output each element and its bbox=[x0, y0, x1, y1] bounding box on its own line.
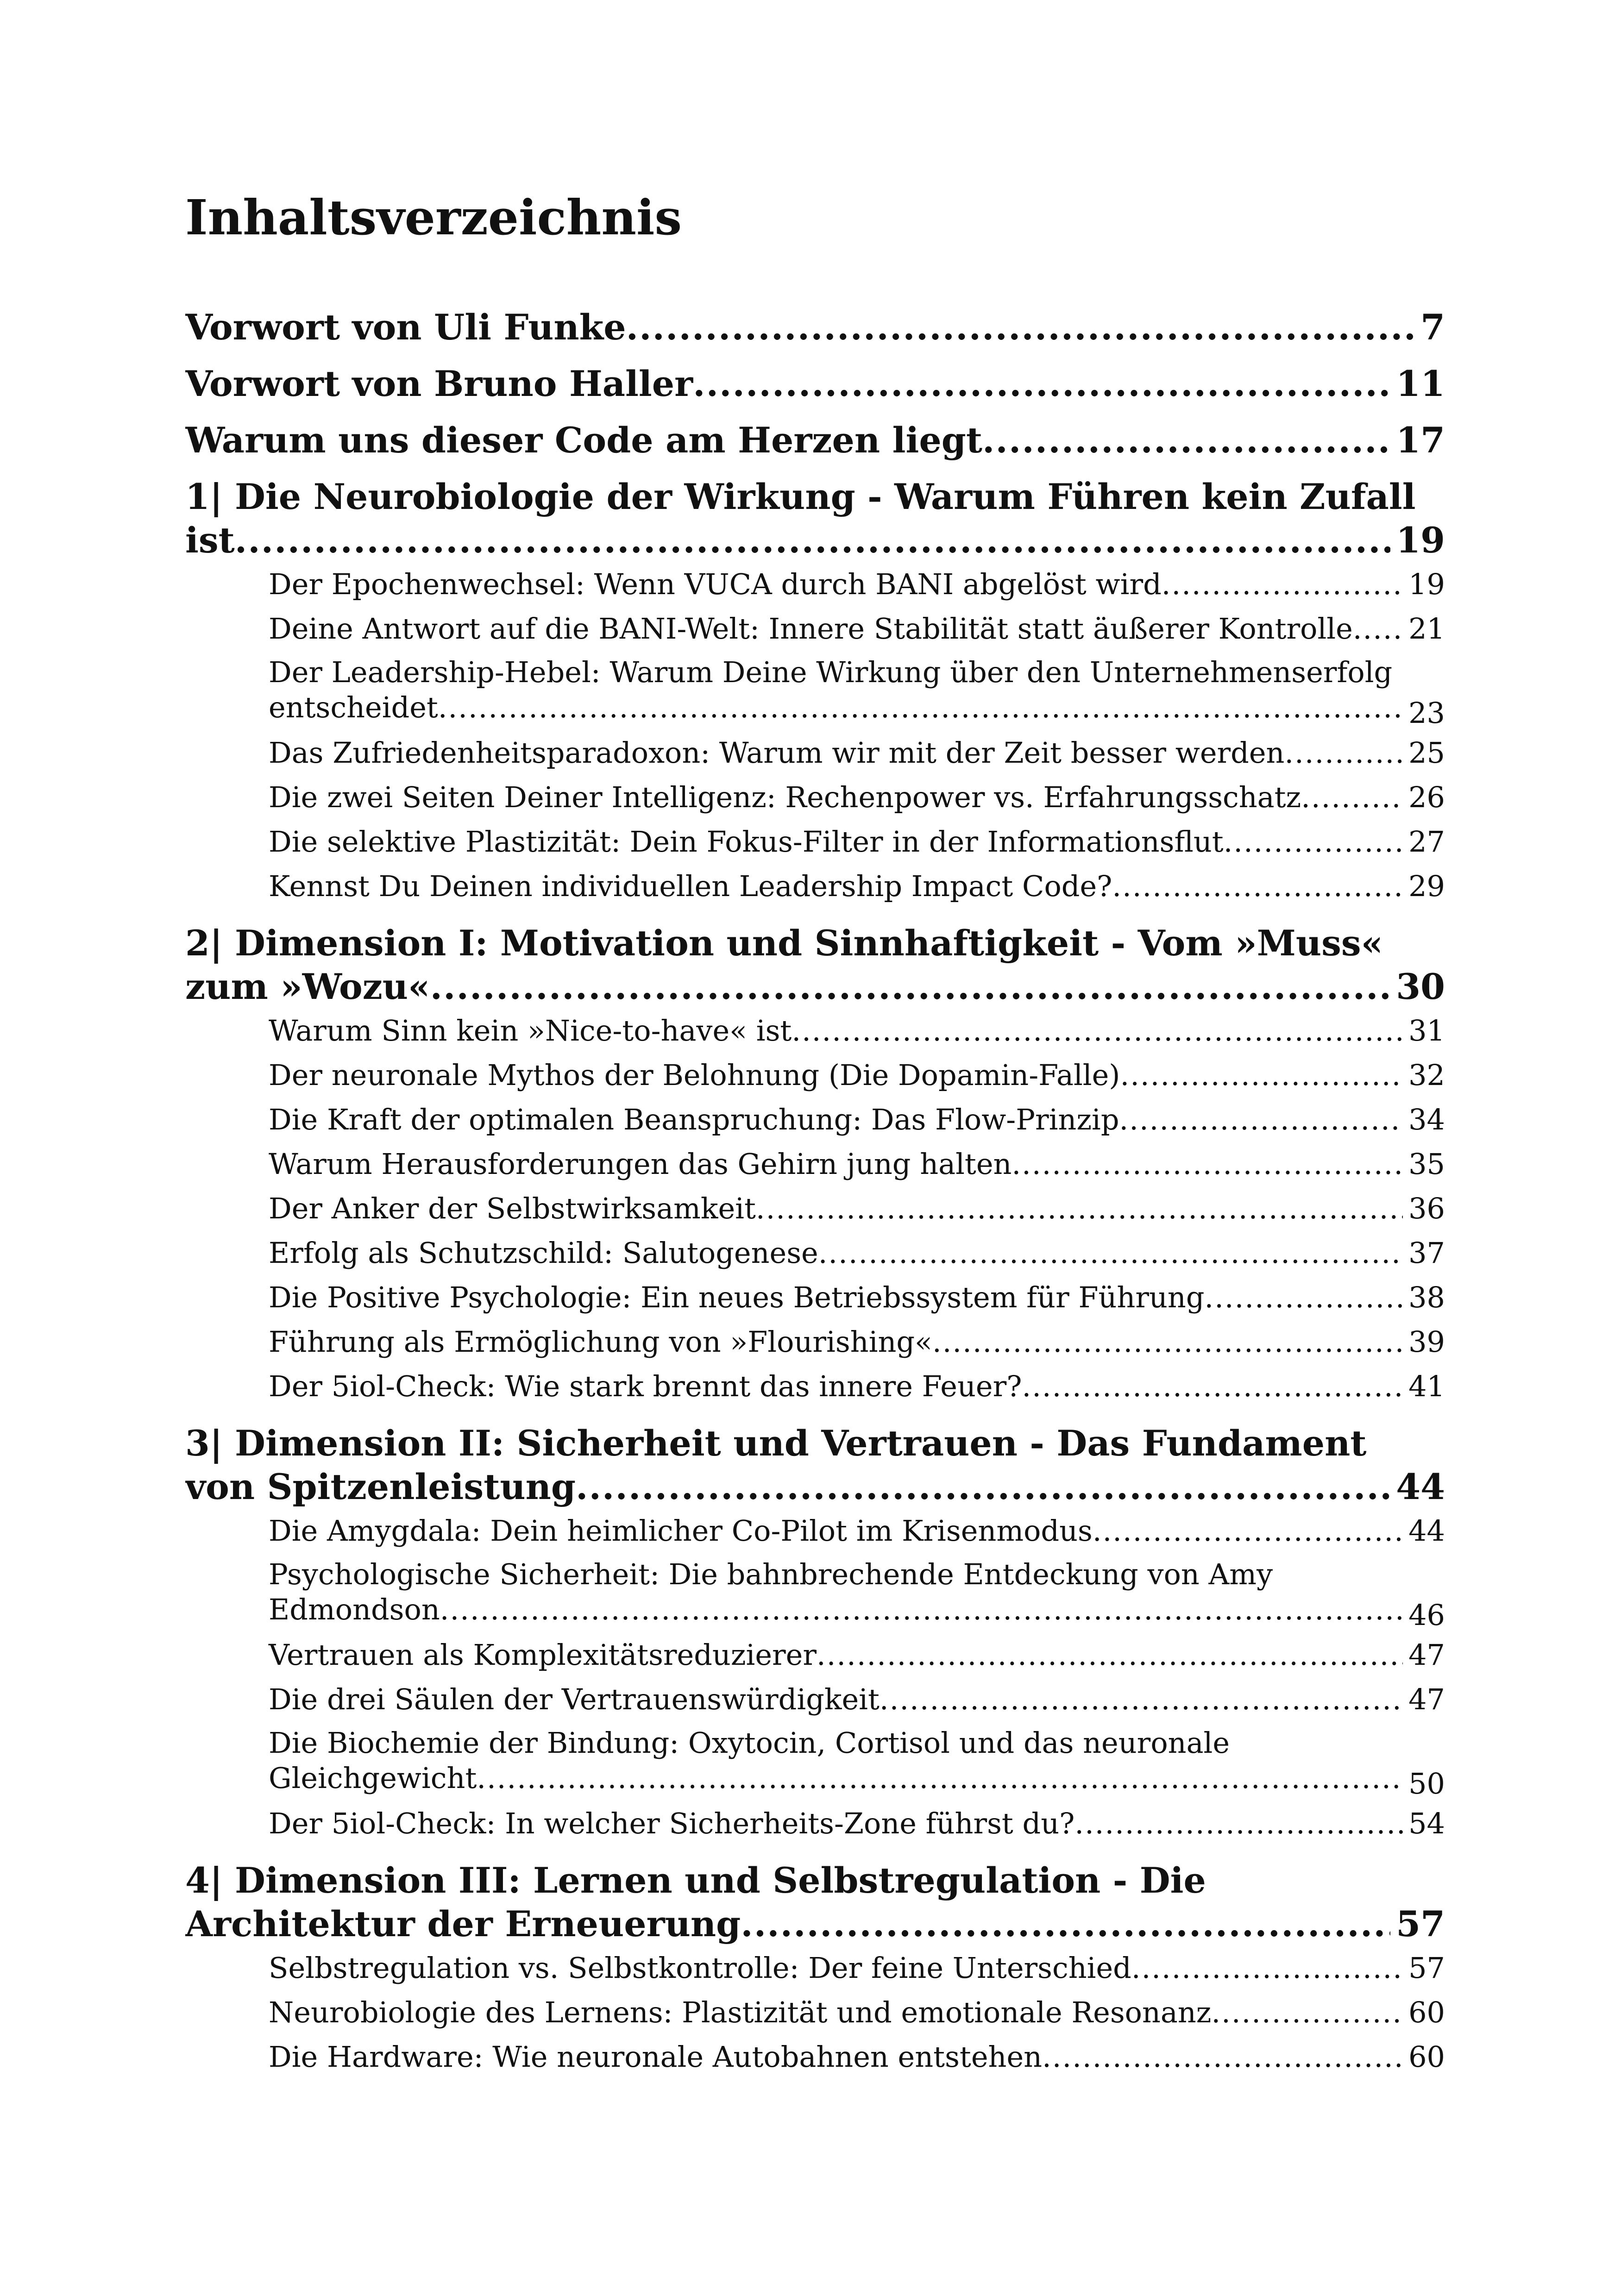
toc-entry-page: 11 bbox=[1390, 362, 1445, 406]
toc-section-entry[interactable] bbox=[185, 1946, 1445, 1990]
toc-section-entry[interactable] bbox=[185, 731, 1445, 775]
toc-entry-title: Vorwort von Bruno Haller ..... bbox=[185, 363, 693, 404]
toc-entry-page: 50 bbox=[1403, 1766, 1445, 1801]
toc-entry-page: 44 bbox=[1403, 1509, 1445, 1553]
toc-entry-title: Die selektive Plastizität: Dein Fokus-Filter in der Informationsflut ..... bbox=[269, 825, 1224, 859]
toc-entry-title: Der Leadership-Hebel: Warum Deine Wirkung über den Unternehmenserfolg entscheidet ..... bbox=[269, 655, 1392, 724]
toc-entry-title: Warum Sinn kein »Nice-to-have« ist ..... bbox=[269, 1014, 792, 1048]
toc-entry-title: Selbstregulation vs. Selbstkontrolle: Der feine Unterschied ..... bbox=[269, 1951, 1131, 1985]
toc-section-entry[interactable] bbox=[185, 864, 1445, 909]
toc-section-entry[interactable] bbox=[185, 1231, 1445, 1275]
toc-entry-title: Der neuronale Mythos der Belohnung (Die Dopamin-Falle) ..... bbox=[269, 1058, 1120, 1092]
toc-entry-page: 46 bbox=[1403, 1598, 1445, 1633]
toc-entry-page: 25 bbox=[1403, 731, 1445, 775]
toc-section-entry[interactable] bbox=[185, 607, 1445, 651]
toc-entry-page: 29 bbox=[1403, 864, 1445, 909]
toc-entry-page: 31 bbox=[1403, 1009, 1445, 1053]
toc-entry-title: Die Amygdala: Dein heimlicher Co-Pilot im Krisenmodus ..... bbox=[269, 1514, 1093, 1548]
toc-entry-title: Deine Antwort auf die BANI-Welt: Innere Stabilität statt äußerer Kontrolle ..... bbox=[269, 612, 1353, 646]
toc-entry-page: 57 bbox=[1390, 1902, 1445, 1946]
toc-entry-page: 60 bbox=[1403, 2035, 1445, 2079]
toc-entry-page: 35 bbox=[1403, 1142, 1445, 1186]
toc-entry-title: Neurobiologie des Lernens: Plastizität und emotionale Resonanz ..... bbox=[269, 1995, 1211, 2029]
toc-chapter-entry[interactable] bbox=[185, 306, 1445, 349]
toc-section-entry[interactable] bbox=[185, 1553, 1445, 1633]
toc-entry-page: 37 bbox=[1403, 1231, 1445, 1275]
toc-entry-title: 1| Die Neurobiologie der Wirkung - Warum Führen kein Zufall ist ..... bbox=[185, 476, 1416, 561]
toc-section-entry[interactable] bbox=[185, 1053, 1445, 1098]
toc-entry-title: Der Anker der Selbstwirksamkeit ..... bbox=[269, 1192, 756, 1225]
toc-entry-title: Warum Herausforderungen das Gehirn jung halten ..... bbox=[269, 1147, 1012, 1181]
toc-entry-page: 38 bbox=[1403, 1275, 1445, 1320]
toc-section-entry[interactable] bbox=[185, 1509, 1445, 1553]
toc-entry-page: 27 bbox=[1403, 820, 1445, 864]
toc-section-entry[interactable] bbox=[185, 1722, 1445, 1801]
page-title: Inhaltsverzeichnis bbox=[185, 189, 682, 246]
toc-entry-title: Der 5iol-Check: In welcher Sicherheits-Zone führst du? ..... bbox=[269, 1807, 1074, 1840]
toc-entry-page: 47 bbox=[1403, 1677, 1445, 1722]
toc-entry-page: 41 bbox=[1403, 1364, 1445, 1409]
toc-entry-page: 36 bbox=[1403, 1186, 1445, 1231]
toc-entry-page: 39 bbox=[1403, 1320, 1445, 1364]
toc-section-entry[interactable] bbox=[185, 1677, 1445, 1722]
toc-entry-page: 44 bbox=[1390, 1465, 1445, 1509]
toc-entry-title: Kennst Du Deinen individuellen Leadership Impact Code? ..... bbox=[269, 869, 1112, 903]
toc-section-entry[interactable] bbox=[185, 1990, 1445, 2035]
toc-section-entry[interactable] bbox=[185, 1320, 1445, 1364]
toc-entry-title: Die drei Säulen der Vertrauenswürdigkeit ..... bbox=[269, 1682, 880, 1716]
toc-entry-title: Führung als Ermöglichung von »Flourishing« ..... bbox=[269, 1325, 932, 1359]
toc-entry-title: 3| Dimension II: Sicherheit und Vertrauen - Das Fundament von Spitzenleistung ..... bbox=[185, 1423, 1366, 1507]
toc-entry-title: Die Kraft der optimalen Beanspruchung: Das Flow-Prinzip ..... bbox=[269, 1103, 1119, 1136]
toc-entry-page: 47 bbox=[1403, 1633, 1445, 1677]
toc-entry-page: 21 bbox=[1403, 607, 1445, 651]
toc-entry-page: 34 bbox=[1403, 1098, 1445, 1142]
toc-entry-title: 2| Dimension I: Motivation und Sinnhaftigkeit - Vom »Muss« zum »Wozu« ..... bbox=[185, 922, 1383, 1007]
toc-entry-title: Warum uns dieser Code am Herzen liegt ..... bbox=[185, 420, 982, 461]
toc-entry-page: 19 bbox=[1390, 519, 1445, 562]
toc-entry-title: Die Biochemie der Bindung: Oxytocin, Cortisol und das neuronale Gleichgewicht ..... bbox=[269, 1726, 1230, 1795]
toc-entry-page: 7 bbox=[1415, 306, 1445, 349]
toc-entry-title: Erfolg als Schutzschild: Salutogenese ..... bbox=[269, 1236, 818, 1270]
toc-section-entry[interactable] bbox=[185, 1009, 1445, 1053]
toc-section-entry[interactable] bbox=[185, 1275, 1445, 1320]
toc-entry-page: 32 bbox=[1403, 1053, 1445, 1098]
toc-entry-title: Das Zufriedenheitsparadoxon: Warum wir mit der Zeit besser werden ..... bbox=[269, 736, 1284, 770]
toc-entry-title: Die Hardware: Wie neuronale Autobahnen entstehen ..... bbox=[269, 2040, 1042, 2074]
toc-section-entry[interactable] bbox=[185, 775, 1445, 820]
toc-entry-title: Der Epochenwechsel: Wenn VUCA durch BANI abgelöst wird ..... bbox=[269, 567, 1162, 601]
toc-section-entry[interactable] bbox=[185, 651, 1445, 731]
toc-section-entry[interactable] bbox=[185, 1186, 1445, 1231]
toc-entry-title: Die zwei Seiten Deiner Intelligenz: Rechenpower vs. Erfahrungsschatz ..... bbox=[269, 780, 1301, 814]
toc-chapter-entry[interactable] bbox=[185, 1859, 1445, 1946]
toc-chapter-entry[interactable] bbox=[185, 475, 1445, 562]
toc-entry-page: 60 bbox=[1403, 1990, 1445, 2035]
toc-entry-title: Vertrauen als Komplexitätsreduzierer ..... bbox=[269, 1638, 817, 1672]
toc-entry-page: 54 bbox=[1403, 1801, 1445, 1846]
toc-chapter-entry[interactable] bbox=[185, 1422, 1445, 1509]
toc-section-entry[interactable] bbox=[185, 1364, 1445, 1409]
toc-chapter-entry[interactable] bbox=[185, 362, 1445, 406]
toc-section-entry[interactable] bbox=[185, 562, 1445, 607]
toc-entry-title: Die Positive Psychologie: Ein neues Betriebssystem für Führung ..... bbox=[269, 1280, 1205, 1314]
toc-chapter-entry[interactable] bbox=[185, 419, 1445, 462]
toc-section-entry[interactable] bbox=[185, 1142, 1445, 1186]
toc-entry-title: Vorwort von Uli Funke ..... bbox=[185, 307, 626, 348]
toc-entry-page: 57 bbox=[1403, 1946, 1445, 1990]
toc-chapter-entry[interactable] bbox=[185, 922, 1445, 1009]
toc-entry-title: Der 5iol-Check: Wie stark brennt das innere Feuer? ..... bbox=[269, 1369, 1022, 1403]
toc-section-entry[interactable] bbox=[185, 1633, 1445, 1677]
toc-entry-title: 4| Dimension III: Lernen und Selbstregulation - Die Architektur der Erneuerung ..... bbox=[185, 1860, 1206, 1945]
toc-entry-page: 17 bbox=[1390, 419, 1445, 462]
toc-entry-page: 30 bbox=[1390, 965, 1445, 1009]
toc-section-entry[interactable] bbox=[185, 1801, 1445, 1846]
toc-entry-title: Psychologische Sicherheit: Die bahnbrechende Entdeckung von Amy Edmondson ..... bbox=[269, 1557, 1273, 1626]
toc-entry-page: 26 bbox=[1403, 775, 1445, 820]
toc-section-entry[interactable] bbox=[185, 2035, 1445, 2079]
table-of-contents bbox=[185, 306, 1445, 2079]
toc-section-entry[interactable] bbox=[185, 1098, 1445, 1142]
toc-entry-page: 19 bbox=[1403, 562, 1445, 607]
toc-entry-page: 23 bbox=[1403, 696, 1445, 731]
toc-section-entry[interactable] bbox=[185, 820, 1445, 864]
